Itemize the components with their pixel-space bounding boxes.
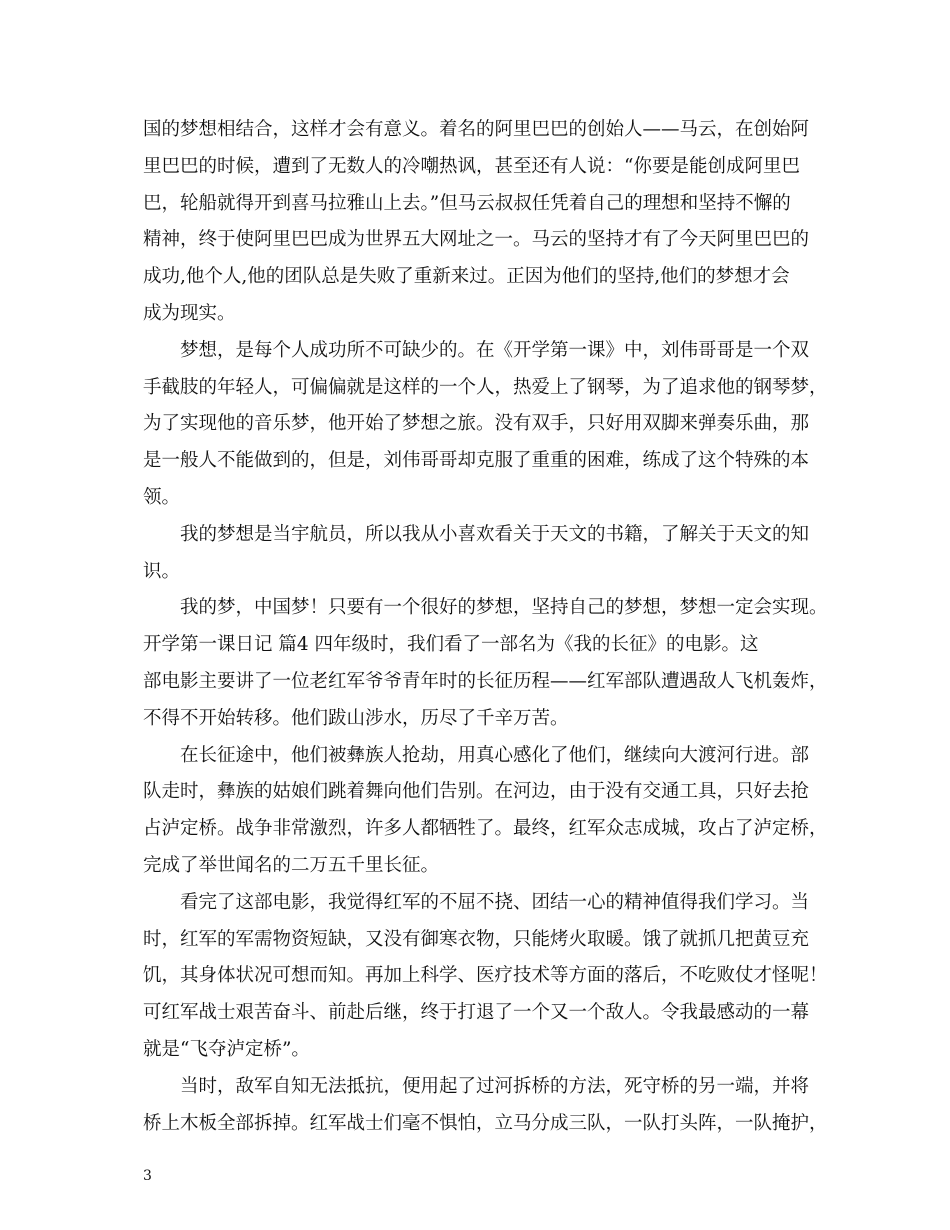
text-line: 我的梦，中国梦！只要有一个很好的梦想，坚持自己的梦想，梦想一定会实现。 — [180, 597, 828, 619]
page-number: 3 — [143, 1168, 152, 1184]
text-line: 识。 — [143, 560, 181, 582]
text-line: 饥，其身体状况可想而知。再加上科学、医疗技术等方面的落后，不吃败仗才怪呢！ — [143, 965, 828, 987]
text-line: 梦想，是每个人成功所不可缺少的。在《开学第一课》中，刘伟哥哥是一个双 — [180, 339, 810, 361]
text-line: 成功,他个人,他的团队总是失败了重新来过。正因为他们的坚持,他们的梦想才会 — [143, 266, 790, 288]
text-line: 精神，终于使阿里巴巴成为世界五大网址之一。马云的坚持才有了今天阿里巴巴的 — [143, 229, 810, 251]
text-line: 里巴巴的时候，遭到了无数人的冷嘲热讽，甚至还有人说：“你要是能创成阿里巴 — [143, 155, 800, 177]
text-line: 时，红军的军需物资短缺，又没有御寒衣物，只能烤火取暖。饿了就抓几把黄豆充 — [143, 928, 810, 950]
text-line: 队走时，彝族的姑娘们跳着舞向他们告别。在河边，由于没有交通工具，只好去抢 — [143, 781, 810, 803]
text-line: 我的梦想是当宇航员，所以我从小喜欢看关于天文的书籍，了解关于天文的知 — [180, 523, 810, 545]
text-line: 手截肢的年轻人，可偏偏就是这样的一个人，热爱上了钢琴，为了追求他的钢琴梦， — [143, 376, 828, 398]
text-line: 当时，敌军自知无法抵抗，便用起了过河拆桥的方法，死守桥的另一端，并将 — [180, 1075, 810, 1097]
text-line: 桥上木板全部拆掉。红军战士们毫不惧怕，立马分成三队，一队打头阵，一队掩护， — [143, 1112, 828, 1134]
text-line: 看完了这部电影，我觉得红军的不屈不挠、团结一心的精神值得我们学习。当 — [180, 891, 810, 913]
text-line: 完成了举世闻名的二万五千里长征。 — [143, 854, 440, 876]
text-line: 国的梦想相结合，这样才会有意义。着名的阿里巴巴的创始人——马云，在创始阿 — [143, 119, 810, 140]
text-line: 在长征途中，他们被彝族人抢劫，用真心感化了他们，继续向大渡河行进。部 — [180, 744, 810, 766]
text-line: 部电影主要讲了一位老红军爷爷青年时的长征历程——红军部队遭遇敌人飞机轰炸， — [143, 670, 828, 692]
text-line: 是一般人不能做到的，但是，刘伟哥哥却克服了重重的困难，练成了这个特殊的本 — [143, 450, 810, 472]
text-line: 领。 — [143, 486, 181, 508]
text-line: 就是“飞夺泸定桥”。 — [143, 1038, 310, 1060]
text-line: 占泸定桥。战争非常激烈，许多人都牺牲了。最终，红军众志成城，攻占了泸定桥， — [143, 818, 828, 840]
document-body — [143, 112, 828, 1142]
text-line: 为了实现他的音乐梦，他开始了梦想之旅。没有双手，只好用双脚来弹奏乐曲，那 — [143, 413, 810, 435]
text-line: 不得不开始转移。他们跋山涉水，历尽了千辛万苦。 — [143, 707, 569, 729]
text-line: 可红军战士艰苦奋斗、前赴后继，终于打退了一个又一个敌人。令我最感动的一幕 — [143, 1002, 810, 1024]
text-line: 巴，轮船就得开到喜马拉雅山上去。”但马云叔叔任凭着自己的理想和坚持不懈的 — [143, 192, 791, 214]
text-line: 开学第一课日记 篇4 四年级时，我们看了一部名为《我的长征》的电影。这 — [143, 634, 759, 656]
text-line: 成为现实。 — [143, 302, 236, 324]
